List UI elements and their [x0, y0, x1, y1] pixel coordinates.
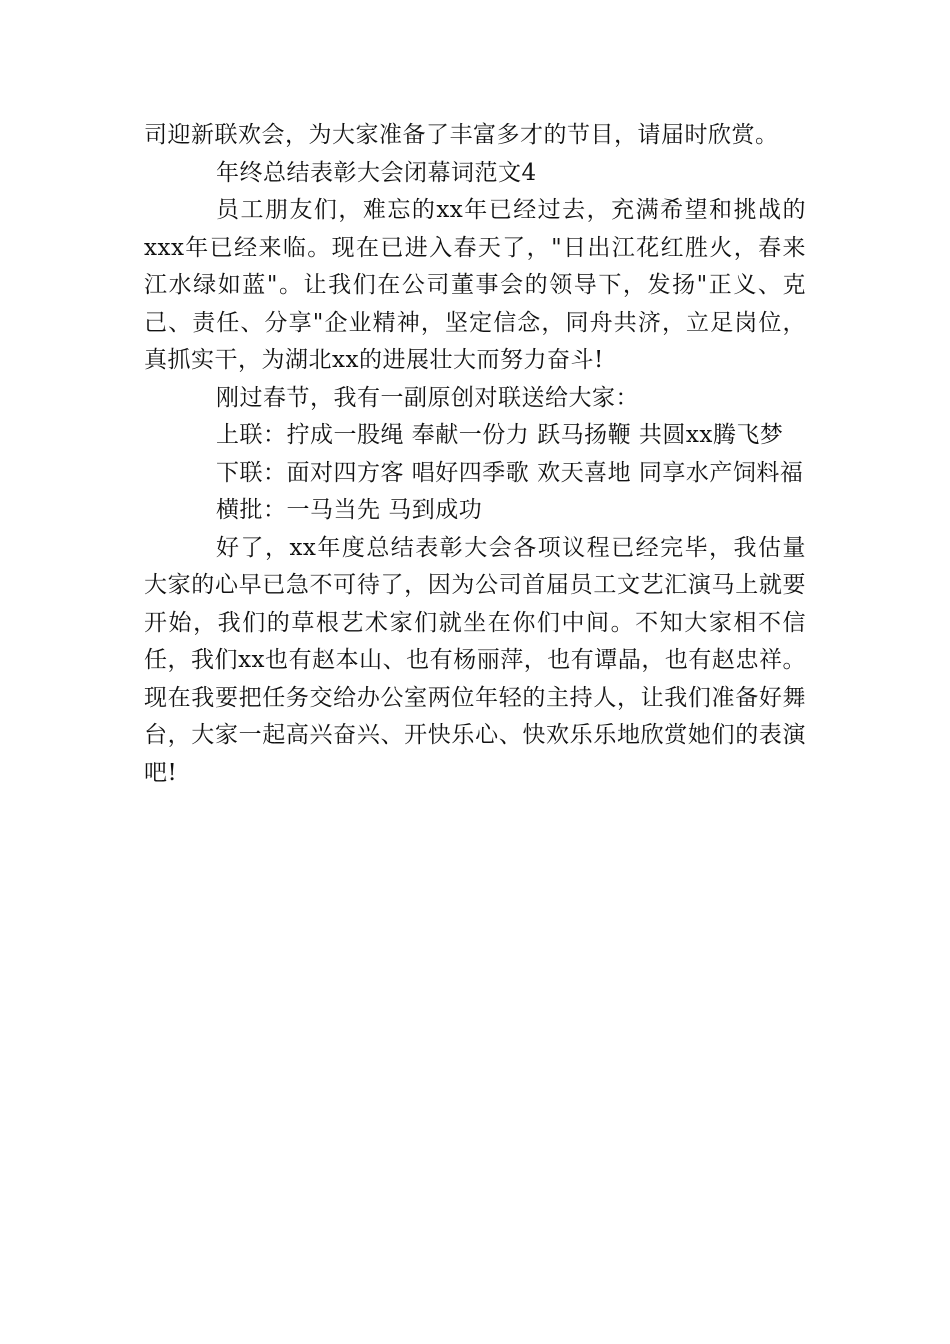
couplet-horizontal-scroll: 横批：一马当先 马到成功	[216, 497, 483, 523]
document-body	[144, 117, 806, 792]
paragraph-continuation: 司迎新联欢会，为大家准备了丰富多才的节目，请届时欣赏。	[144, 122, 779, 148]
paragraph-couplet-intro: 刚过春节，我有一副原创对联送给大家：	[216, 384, 639, 411]
couplet-second-line: 下联：面对四方客 唱好四季歌 欢天喜地 同享水产饲料福	[216, 459, 804, 486]
paragraph-closing: 好了，xx年度总结表彰大会各项议程已经完毕，我估量大家的心早已急不可待了，因为公司首届员工文艺汇演马上就要开始，我们的草根艺术家们就坐在你们中间。不知大家相不信任，我们xx也有赵本山、也有杨丽萍，也有谭晶，也有赵忠祥。现在我要把任务交给办公室两位年轻的主持人，让我们准备好舞台，大家一起高兴奋兴、开快乐心、快欢乐乐地欣赏她们的表演吧!	[144, 534, 806, 786]
paragraph-greeting: 员工朋友们，难忘的xx年已经过去，充满希望和挑战的xxx年已经来临。现在已进入春天了，"日出江花红胜火，春来江水绿如蓝"。让我们在公司董事会的领导下，发扬"正义、克己、责任、分享"企业精神，坚定信念，同舟共济，立足岗位，真抓实干，为湖北xx的进展壮大而努力奋斗!	[144, 197, 806, 373]
couplet-first-line: 上联：拧成一股绳 奉献一份力 跃马扬鞭 共圆xx腾飞梦	[216, 422, 784, 448]
section-heading: 年终总结表彰大会闭幕词范文4	[216, 159, 537, 186]
